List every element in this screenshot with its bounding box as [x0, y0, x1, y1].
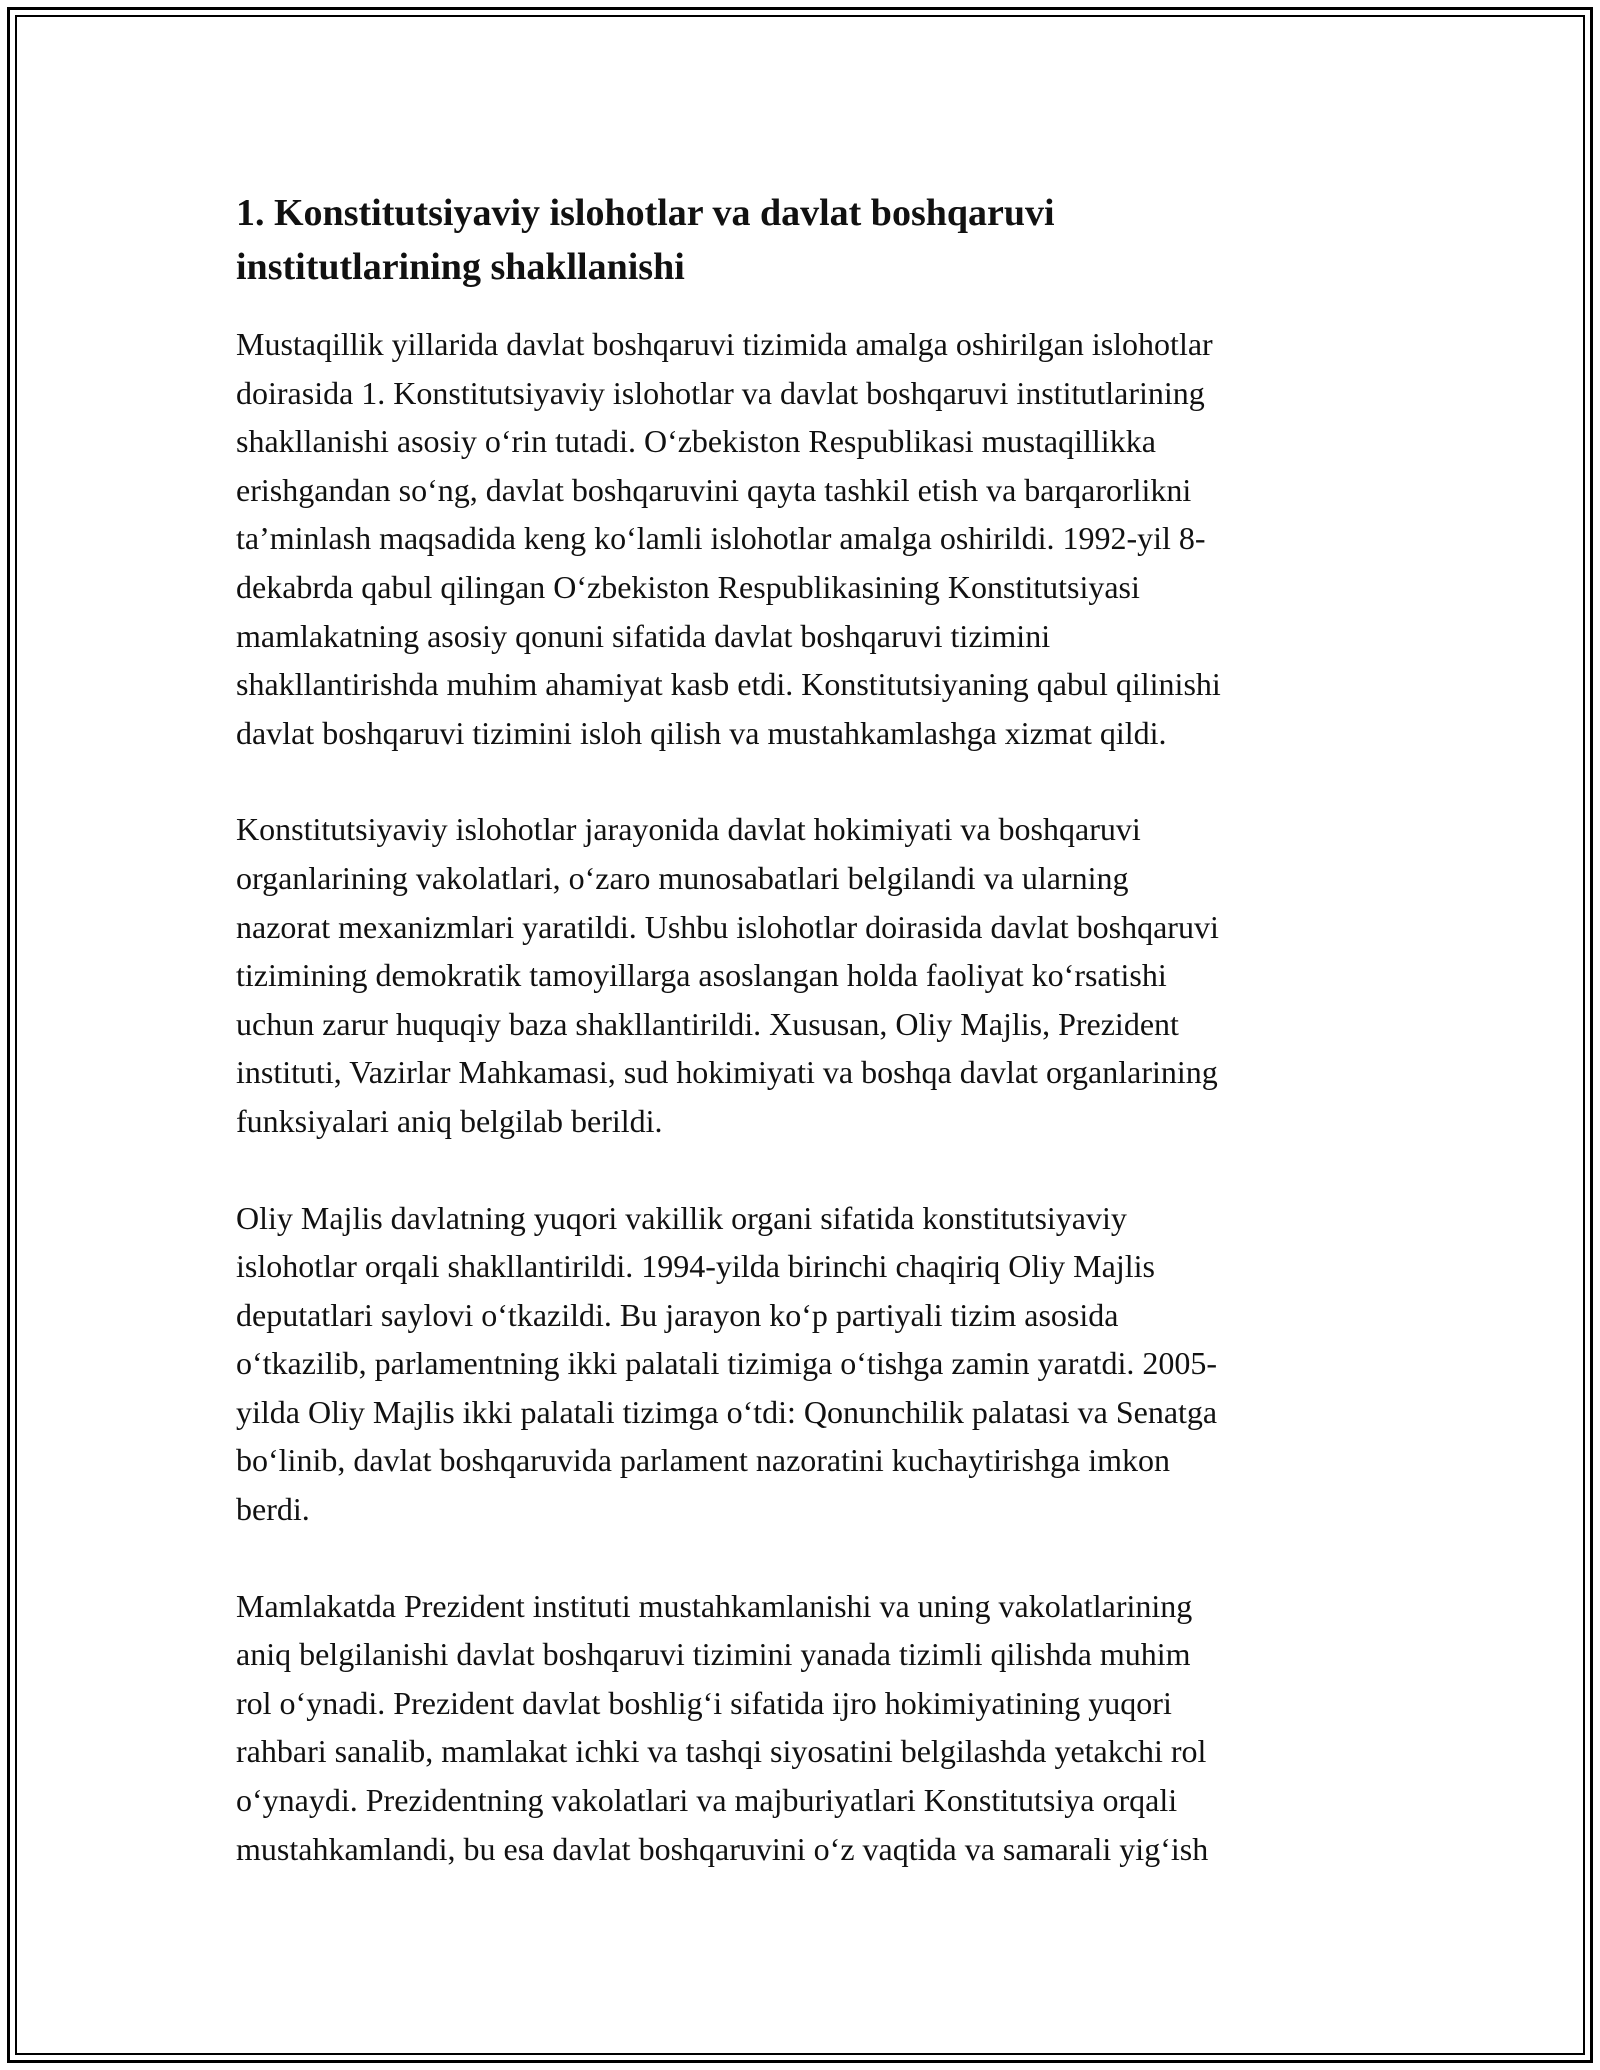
- paragraph-line: uchun zarur huquqiy baza shakllantirildi. Xususan, Oliy Majlis, Prezident: [236, 1005, 1179, 1042]
- paragraph-line: islohotlar orqali shakllantirildi. 1994-yilda birinchi chaqiriq Oliy Majlis: [236, 1248, 1155, 1285]
- paragraph-line: o‘tkazilib, parlamentning ikki palatali tizimiga o‘tishga zamin yaratdi. 2005-: [236, 1345, 1218, 1382]
- section-title: [236, 186, 1376, 294]
- paragraph-line: nazorat mexanizmlari yaratildi. Ushbu islohotlar doirasida davlat boshqaruvi: [236, 908, 1219, 945]
- paragraph-line: Mamlakatda Prezident instituti mustahkamlanishi va uning vakolatlarining: [236, 1587, 1193, 1624]
- paragraph-line: doirasida 1. Konstitutsiyaviy islohotlar va davlat boshqaruvi institutlarining: [236, 374, 1205, 411]
- paragraph-line: dekabrda qabul qilingan O‘zbekiston Respublikasining Konstitutsiyasi: [236, 568, 1140, 605]
- paragraph-line: rahbari sanalib, mamlakat ichki va tashqi siyosatini belgilashda yetakchi rol: [236, 1733, 1207, 1770]
- paragraph-line: o‘ynaydi. Prezidentning vakolatlari va majburiyatlari Konstitutsiya orqali: [236, 1782, 1178, 1819]
- paragraph-line: erishgandan so‘ng, davlat boshqaruvini qayta tashkil etish va barqarorlikni: [236, 471, 1192, 508]
- paragraph-line: organlarining vakolatlari, o‘zaro munosabatlari belgilandi va ularning: [236, 859, 1129, 896]
- paragraph-line: rol o‘ynadi. Prezident davlat boshlig‘i sifatida ijro hokimiyatining yuqori: [236, 1684, 1172, 1721]
- paragraph-oliy-majlis: [236, 1194, 1376, 1534]
- paragraph-line: ta’minlash maqsadida keng ko‘lamli islohotlar amalga oshirildi. 1992-yil 8-: [236, 520, 1206, 557]
- paragraph-line: mamlakatning asosiy qonuni sifatida davlat boshqaruvi tizimini: [236, 617, 1051, 654]
- paragraph-line: shakllanishi asosiy o‘rin tutadi. O‘zbekiston Respublikasi mustaqillikka: [236, 423, 1156, 460]
- section-title-line: institutlarining shakllanishi: [236, 246, 685, 288]
- paragraph-line: davlat boshqaruvi tizimini isloh qilish va mustahkamlashga xizmat qildi.: [236, 714, 1167, 751]
- paragraph-line: Konstitutsiyaviy islohotlar jarayonida davlat hokimiyati va boshqaruvi: [236, 811, 1141, 848]
- section-title-line: 1. Konstitutsiyaviy islohotlar va davlat boshqaruvi: [236, 192, 1055, 234]
- paragraph-line: instituti, Vazirlar Mahkamasi, sud hokimiyati va boshqa davlat organlarining: [236, 1054, 1218, 1091]
- paragraph-line: shakllantirishda muhim ahamiyat kasb etdi. Konstitutsiyaning qabul qilinishi: [236, 666, 1221, 703]
- paragraph-line: funksiyalari aniq belgilab berildi.: [236, 1102, 663, 1139]
- document-body: [236, 186, 1376, 1921]
- paragraph-line: deputatlari saylovi o‘tkazildi. Bu jarayon ko‘p partiyali tizim asosida: [236, 1296, 1119, 1333]
- paragraph-line: berdi.: [236, 1491, 310, 1528]
- paragraph-president: [236, 1582, 1376, 1874]
- paragraph-line: bo‘linib, davlat boshqaruvida parlament nazoratini kuchaytirishga imkon: [236, 1442, 1170, 1479]
- paragraph-line: Mustaqillik yillarida davlat boshqaruvi tizimida amalga oshirilgan islohotlar: [236, 326, 1213, 362]
- paragraph-line: aniq belgilanishi davlat boshqaruvi tizimini yanada tizimli qilishda muhim: [236, 1636, 1191, 1673]
- paragraph-constitution: [236, 320, 1376, 757]
- paragraph-line: yilda Oliy Majlis ikki palatali tizimga o‘tdi: Qonunchilik palatasi va Senatga: [236, 1393, 1218, 1430]
- paragraph-line: Oliy Majlis davlatning yuqori vakillik organi sifatida konstitutsiyaviy: [236, 1199, 1127, 1236]
- paragraph-line: tizimining demokratik tamoyillarga asoslangan holda faoliyat ko‘rsatishi: [236, 957, 1167, 994]
- paragraph-line: mustahkamlandi, bu esa davlat boshqaruvini o‘z vaqtida va samarali yig‘ish: [236, 1830, 1209, 1867]
- paragraph-state-organs: [236, 805, 1376, 1145]
